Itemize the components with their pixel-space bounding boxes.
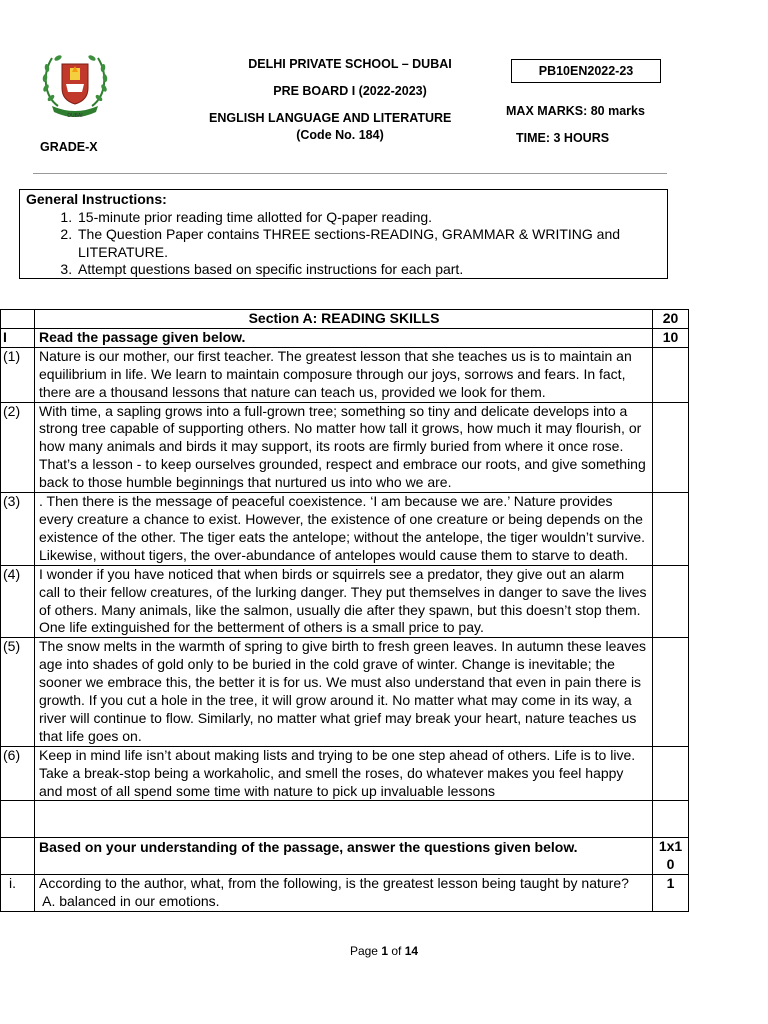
section-a-table bbox=[0, 309, 689, 912]
page-of: of bbox=[388, 944, 405, 958]
empty-cell bbox=[653, 347, 689, 402]
section-title: Section A: READING SKILLS bbox=[35, 310, 653, 329]
passage-paragraph-row bbox=[1, 565, 689, 638]
empty-cell bbox=[653, 638, 689, 746]
general-instructions bbox=[19, 189, 668, 279]
paragraph-text: With time, a sapling grows into a full-grown tree; something so tiny and delicate develops into a strong tree capable of supporting others. No matter how tall it grows, how much it may flourish, or how many animals and birds it may support, its roots are firmly buried from where it once rose. That’s a lesson - to keep ourselves grounded, respect and embrace our roots, and give something back to those humble beginnings that nurtured us into who we are. bbox=[35, 402, 653, 493]
passage-paragraph-row bbox=[1, 347, 689, 402]
max-marks: MAX MARKS: 80 marks bbox=[506, 104, 645, 118]
instructions-list bbox=[26, 209, 667, 279]
page-footer bbox=[0, 944, 768, 958]
questions-intro-text: Based on your understanding of the passage, answer the questions given below. bbox=[35, 838, 653, 875]
paper-code: PB10EN2022-23 bbox=[511, 59, 661, 83]
paragraph-text: I wonder if you have noticed that when birds or squirrels see a predator, they give out an alarm call to their fellow creatures, of the lurking danger. They put themselves in danger to save the lives of others. Many animals, like the salmon, usually die after they spawn, but this doesn’t stop them. One life extinguished for the betterment of others is a small price to pay. bbox=[35, 565, 653, 638]
sub-question-row bbox=[1, 875, 689, 912]
exam-time: TIME: 3 HOURS bbox=[516, 131, 610, 145]
empty-cell bbox=[653, 565, 689, 638]
question-text: Read the passage given below. bbox=[35, 328, 653, 347]
sub-question-body bbox=[35, 875, 653, 912]
questions-intro-marks: 1x1 0 bbox=[653, 838, 689, 875]
question-number: I bbox=[1, 328, 35, 347]
paragraph-number: (2) bbox=[1, 402, 35, 493]
paragraph-text: Keep in mind life isn’t about making lists and trying to be one step ahead of others. Life is to live. Take a break-stop being a workaholic, and smell the roses, do whatever makes you feel happy and most of all spend some time with nature to pick up invaluable lessons bbox=[35, 746, 653, 801]
passage-paragraph-row bbox=[1, 746, 689, 801]
empty-cell bbox=[1, 838, 35, 875]
empty-cell bbox=[1, 310, 35, 329]
paragraph-number: (6) bbox=[1, 746, 35, 801]
sub-question-number: i. bbox=[1, 875, 35, 912]
empty-cell bbox=[653, 746, 689, 801]
paragraph-text: The snow melts in the warmth of spring to give birth to fresh green leaves. In autumn these leaves age into shades of gold only to be buried in the cold grave of winter. Change is inevitable; the sooner we embrace this, the better it is for us. We must also understand that even in pain there is growth. If you cut a hole in the tree, it will grow around it. No matter what may come in its way, a river will continue to flow. Similarly, no matter what grief may break your heart, nature teaches us that life goes on. bbox=[35, 638, 653, 746]
section-header-row bbox=[1, 310, 689, 329]
empty-cell bbox=[1, 801, 35, 838]
paragraph-number: (5) bbox=[1, 638, 35, 746]
instruction-item: 1. 15-minute prior reading time allotted for Q-paper reading. bbox=[76, 209, 667, 227]
instruction-item: 3. Attempt questions based on specific instructions for each part. bbox=[76, 261, 667, 279]
option-a: A. balanced in our emotions. bbox=[39, 893, 220, 910]
subject-code: (Code No. 184) bbox=[296, 128, 384, 142]
header-divider bbox=[33, 173, 667, 174]
sub-question-text: According to the author, what, from the following, is the greatest lesson being taught by nature? bbox=[39, 875, 629, 892]
school-name: DELHI PRIVATE SCHOOL – DUBAI bbox=[248, 57, 452, 71]
questions-intro-row bbox=[1, 838, 689, 875]
exam-title: PRE BOARD I (2022-2023) bbox=[273, 84, 427, 98]
paragraph-number: (3) bbox=[1, 493, 35, 566]
instructions-title: General Instructions: bbox=[26, 191, 167, 207]
question-row bbox=[1, 328, 689, 347]
empty-cell bbox=[653, 402, 689, 493]
paragraph-text: Nature is our mother, our first teacher. The greatest lesson that she teaches us is to maintain an equilibrium in life. We learn to maintain composure through our joys, sorrows and fears. In fact, there are a thousand lessons that nature can teach us, provided we look for them. bbox=[35, 347, 653, 402]
subject-title: ENGLISH LANGUAGE AND LITERATURE bbox=[209, 111, 452, 125]
empty-cell bbox=[35, 801, 653, 838]
paragraph-number: (4) bbox=[1, 565, 35, 638]
page-total: 14 bbox=[404, 944, 419, 958]
sub-question-marks: 1 bbox=[653, 875, 689, 912]
logo-caption: DUBAI bbox=[67, 113, 83, 119]
paragraph-text: . Then there is the message of peaceful coexistence. ‘I am because we are.’ Nature provides every creature a chance to exist. However, the existence of one creature or being depends on the existence of the other. The tiger eats the antelope; without the antelope, the tiger wouldn’t survive. Likewise, without tigers, the over-abundance of antelopes would cause them to starve to death. bbox=[35, 493, 653, 566]
blank-row bbox=[1, 801, 689, 838]
passage-paragraph-row bbox=[1, 402, 689, 493]
paragraph-number: (1) bbox=[1, 347, 35, 402]
section-marks: 20 bbox=[653, 310, 689, 329]
question-marks: 10 bbox=[653, 328, 689, 347]
school-logo bbox=[38, 44, 112, 122]
page-number: 1 bbox=[381, 944, 388, 958]
instruction-item: 2. The Question Paper contains THREE sections-READING, GRAMMAR & WRITING and LITERATURE. bbox=[76, 226, 667, 261]
page-prefix: Page bbox=[349, 944, 382, 958]
passage-paragraph-row bbox=[1, 638, 689, 746]
empty-cell bbox=[653, 801, 689, 838]
passage-paragraph-row bbox=[1, 493, 689, 566]
grade-label: GRADE-X bbox=[40, 140, 98, 154]
empty-cell bbox=[653, 493, 689, 566]
